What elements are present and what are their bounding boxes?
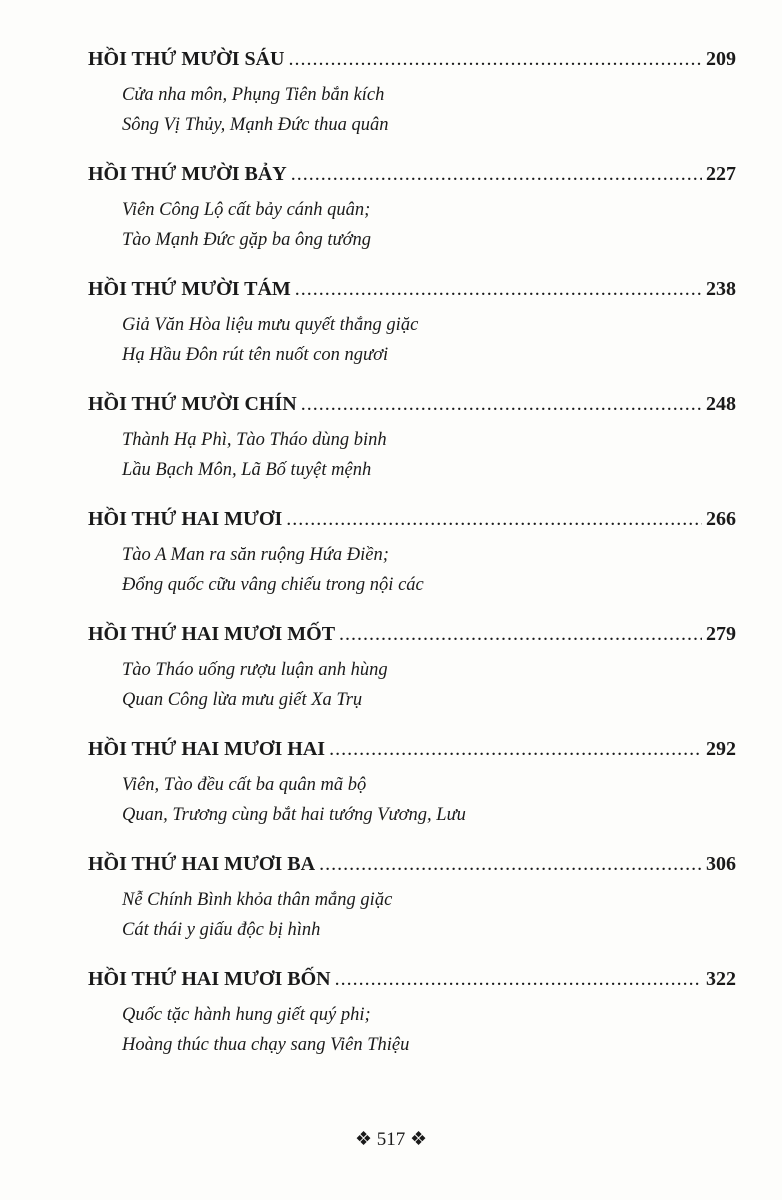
- chapter-summary-line: Giả Văn Hòa liệu mưu quyết thắng giặc: [122, 315, 419, 335]
- chapter-heading: [88, 504, 736, 534]
- chapter-heading: [88, 44, 736, 74]
- dot-leader: [291, 159, 702, 189]
- toc-entry: [88, 274, 736, 389]
- toc-entry: [88, 619, 736, 734]
- dot-leader: [339, 619, 702, 649]
- chapter-summary-line: Quan, Trương cùng bắt hai tướng Vương, Lưu: [122, 805, 466, 825]
- chapter-page: 238: [706, 278, 736, 300]
- chapter-summary-line: Nễ Chính Bình khỏa thân mắng giặc: [122, 890, 393, 910]
- chapter-page: 227: [706, 163, 736, 185]
- chapter-summary-line: Tào Mạnh Đức gặp ba ông tướng: [122, 230, 371, 250]
- chapter-heading: [88, 274, 736, 304]
- chapter-summary-line: Lầu Bạch Môn, Lã Bố tuyệt mệnh: [122, 460, 372, 480]
- chapter-title: HỒI THỨ MƯỜI SÁU: [88, 48, 285, 70]
- chapter-summary-line: Cát thái y giấu độc bị hình: [122, 920, 321, 940]
- chapter-summary-line: Quan Công lừa mưu giết Xa Trụ: [122, 690, 363, 710]
- chapter-heading: [88, 964, 736, 994]
- chapter-heading: [88, 849, 736, 879]
- dot-leader: [319, 849, 702, 879]
- table-of-contents: [88, 44, 736, 1079]
- chapter-summary-line: Quốc tặc hành hung giết quý phi;: [122, 1005, 371, 1025]
- chapter-title: HỒI THỨ HAI MƯƠI MỐT: [88, 623, 336, 645]
- chapter-heading: [88, 619, 736, 649]
- dot-leader: [286, 504, 702, 534]
- toc-entry: [88, 964, 736, 1079]
- chapter-page: 266: [706, 508, 736, 530]
- chapter-heading: [88, 734, 736, 764]
- chapter-summary-line: Hạ Hầu Đôn rút tên nuốt con ngươi: [122, 345, 389, 365]
- toc-entry: [88, 389, 736, 504]
- chapter-title: HỒI THỨ MƯỜI BẢY: [88, 163, 287, 185]
- toc-entry: [88, 734, 736, 849]
- chapter-page: 306: [706, 853, 736, 875]
- chapter-summary-line: Đổng quốc cữu vâng chiếu trong nội các: [122, 575, 424, 595]
- toc-entry: [88, 849, 736, 964]
- chapter-page: 248: [706, 393, 736, 415]
- toc-entry: [88, 44, 736, 159]
- chapter-summary-line: Viên, Tào đều cất ba quân mã bộ: [122, 775, 367, 795]
- chapter-heading: [88, 389, 736, 419]
- dot-leader: [329, 734, 702, 764]
- chapter-page: 279: [706, 623, 736, 645]
- dot-leader: [301, 389, 702, 419]
- chapter-title: HỒI THỨ HAI MƯƠI BỐN: [88, 968, 331, 990]
- dot-leader: [289, 44, 703, 74]
- chapter-summary-line: Thành Hạ Phì, Tào Tháo dùng binh: [122, 430, 387, 450]
- dot-leader: [295, 274, 702, 304]
- chapter-page: 292: [706, 738, 736, 760]
- dot-leader: [335, 964, 702, 994]
- chapter-summary-line: Hoàng thúc thua chạy sang Viên Thiệu: [122, 1035, 410, 1055]
- chapter-summary-line: Cửa nha môn, Phụng Tiên bắn kích: [122, 85, 385, 105]
- chapter-title: HỒI THỨ HAI MƯƠI HAI: [88, 738, 326, 760]
- toc-entry: [88, 159, 736, 274]
- chapter-summary-line: Tào Tháo uống rượu luận anh hùng: [122, 660, 388, 680]
- toc-entry: [88, 504, 736, 619]
- chapter-page: 322: [706, 968, 736, 990]
- chapter-title: HỒI THỨ MƯỜI TÁM: [88, 278, 291, 300]
- chapter-summary-line: Sông Vị Thủy, Mạnh Đức thua quân: [122, 115, 389, 135]
- chapter-title: HỒI THỨ MƯỜI CHÍN: [88, 393, 297, 415]
- chapter-summary-line: Tào A Man ra săn ruộng Hứa Điền;: [122, 545, 389, 565]
- chapter-title: HỒI THỨ HAI MƯƠI BA: [88, 853, 316, 875]
- chapter-page: 209: [706, 48, 736, 70]
- chapter-title: HỒI THỨ HAI MƯƠI: [88, 508, 283, 530]
- chapter-summary-line: Viên Công Lộ cất bảy cánh quân;: [122, 200, 371, 220]
- page-number: ❖ 517 ❖: [354, 1129, 428, 1150]
- chapter-heading: [88, 159, 736, 189]
